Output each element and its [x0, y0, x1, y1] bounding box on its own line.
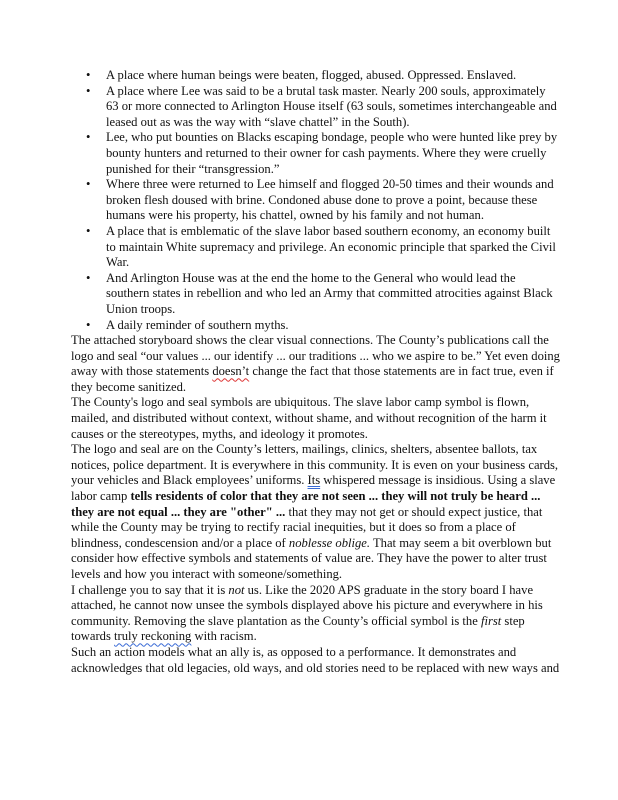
bullet-icon: •: [86, 317, 91, 332]
grammar-flag-phrase: truly reckoning: [114, 629, 192, 644]
paragraph-logo-seal: The logo and seal are on the County’s letters, mailings, clinics, shelters, absentee ballots, tax notices, police department. It is everywhere in this community. It is even on your business cards, your vehicles and Black employees’ uniforms. Its whispered message is insidious. Using a slave labor camp tells residents of color that they are not seen ... they will not truly be heard ... they are not equal ... they are "other" ... that they may not get or should expect justice, that while the County may be trying to rectify racial inequities, but it does so from a place of blindness, condescension and/or a place of noblesse oblige. That may seem a bit overblown but consider how effective symbols and statements of value are. They have the power to alter trust levels and how you interact with someone/something.: [71, 442, 559, 581]
bullet-icon: •: [86, 270, 91, 285]
list-item: • Lee, who put bounties on Blacks escaping bondage, people who were hunted like prey by bounty hunters and returned to their owner for cash payments. Where they were cruelly punished for their “transgression.”: [86, 130, 558, 176]
list-item: • And Arlington House was at the end the home to the General who would lead the southern states in rebellion and who led an Army that committed atrocities against Black Union troops.: [86, 270, 553, 316]
emphasis-italic: first: [480, 613, 502, 628]
list-item: • A place where Lee was said to be a brutal task master. Nearly 200 souls, approximately 63 or more connected to Arlington House itself (63 souls, sometimes interchangeable and leased out as was the way with “slave chattel” in the South).: [86, 83, 557, 129]
list-item: • A place where human beings were beaten, flogged, abused. Oppressed. Enslaved.: [86, 68, 517, 82]
grammar-flag-word: Its: [307, 473, 321, 488]
bullet-icon: •: [86, 177, 91, 192]
bullet-list: [71, 68, 561, 333]
bullet-icon: •: [86, 130, 91, 145]
list-item: • Where three were returned to Lee himself and flogged 20-50 times and their wounds and broken flesh doused with brine. Condoned abuse done to prove a point, because these humans were his property, his chattel, owned by his family and not human.: [86, 177, 554, 223]
paragraph-symbols: The County's logo and seal symbols are ubiquitous. The slave labor camp symbol is flown, mailed, and distributed without context, without shame, and without recognition of the harm it causes or the stereotypes, myths, and ideology it promotes.: [71, 395, 547, 441]
emphasis-italic: not: [228, 582, 245, 597]
emphasis-italic: noblesse oblige.: [288, 535, 371, 550]
paragraph-storyboard: The attached storyboard shows the clear visual connections. The County’s publications call the logo and seal “our values ... our identify ... our traditions ... who we aspire to be.” Yet even doing away with those statements doesn’t change the fact that those statements are in fact true, even if they become sanitized.: [71, 333, 560, 394]
list-item: • A daily reminder of southern myths.: [86, 317, 289, 332]
bullet-icon: •: [86, 68, 91, 82]
bullet-icon: •: [86, 223, 91, 238]
spellcheck-word: doesn’t: [212, 364, 250, 379]
list-item: • A place that is emblematic of the slave labor based southern economy, an economy built to maintain White supremacy and privilege. An economic principle that sparked the Civil War.: [86, 223, 556, 270]
bullet-icon: •: [86, 83, 91, 98]
letter-page: [71, 68, 561, 676]
paragraph-challenge: I challenge you to say that it is not us. Like the 2020 APS graduate in the story board I have attached, he cannot now unsee the symbols displayed above his picture and everywhere in his community. Removing the slave plantation as the County’s official symbol is the first step towards truly reckoning with racism.: [71, 582, 543, 644]
paragraph-ally: Such an action models what an ally is, as opposed to a performance. It demonstrates and acknowledges that old legacies, old ways, and old stories need to be replaced with new ways and: [71, 644, 560, 675]
emphasis-bold: tells residents of color that they are not seen ... they will not truly be heard ... they are not equal ... they are "other" ...: [71, 489, 541, 519]
